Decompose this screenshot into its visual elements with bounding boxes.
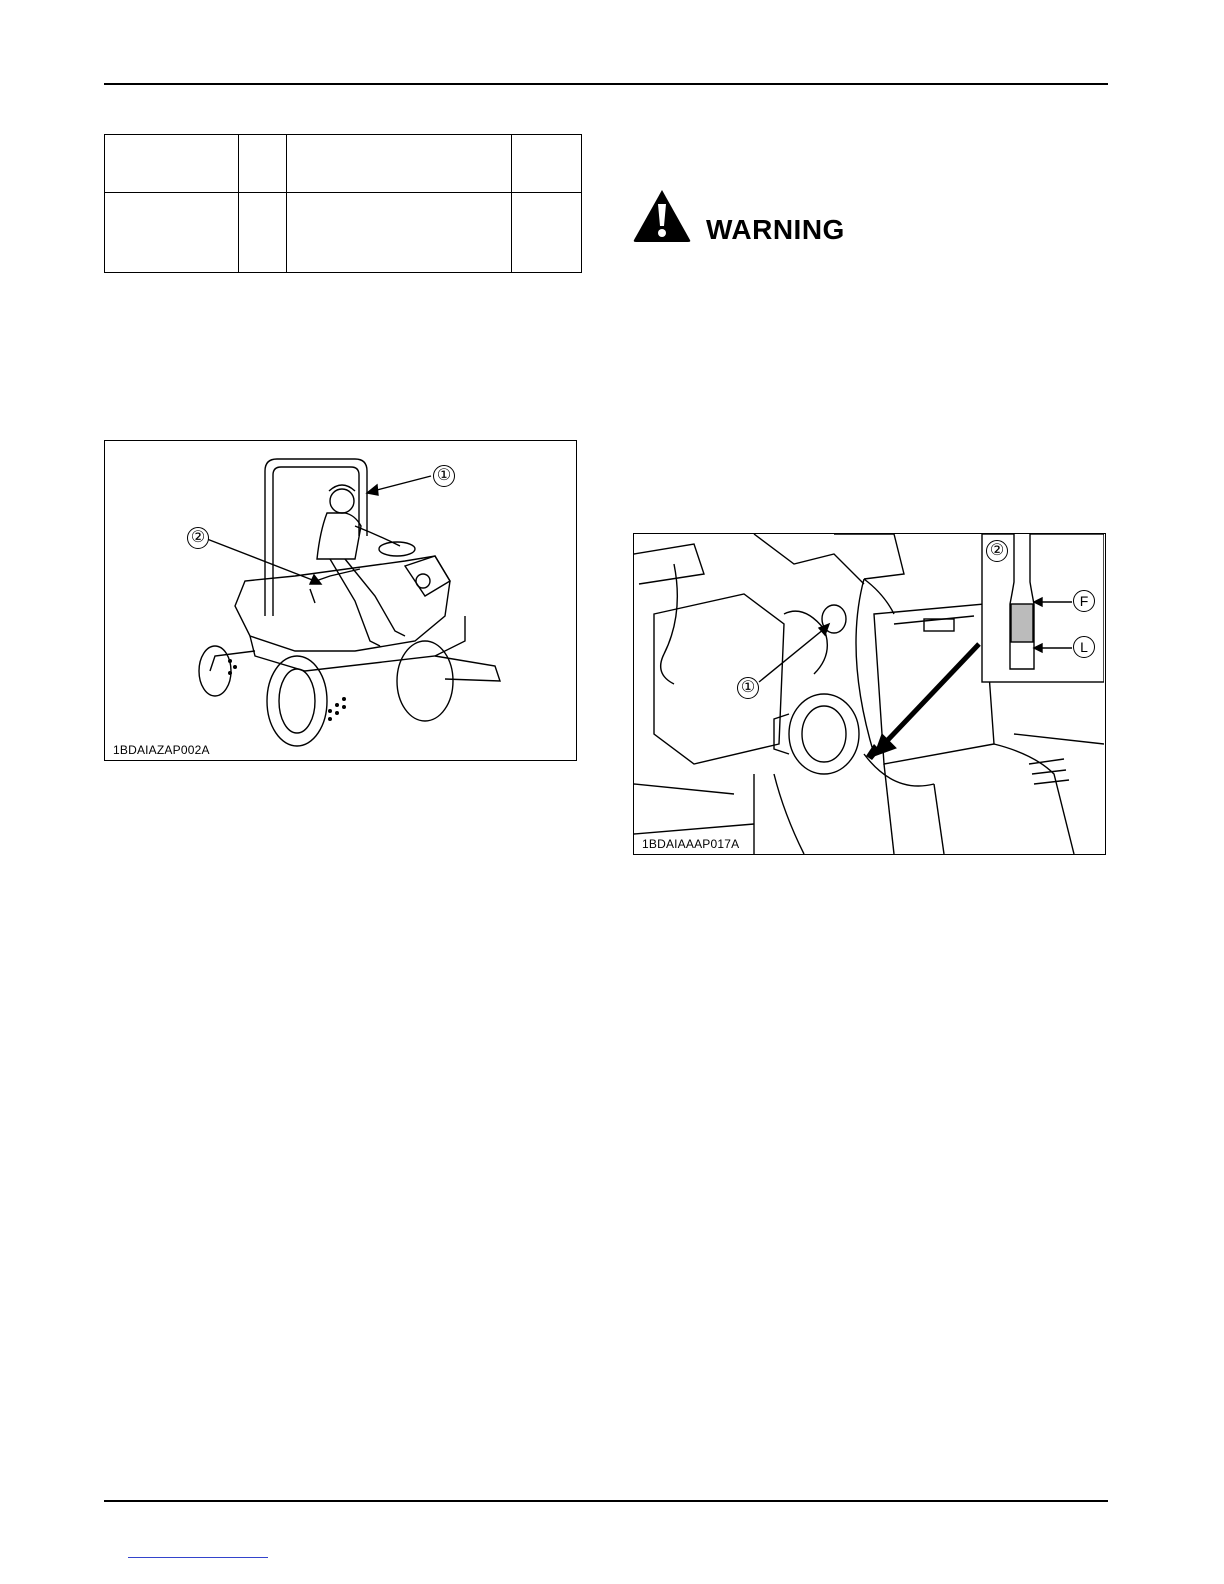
full-mark-label: F <box>1073 590 1095 612</box>
table-cell <box>239 193 287 273</box>
footer-link-underline[interactable] <box>128 1557 268 1558</box>
warning-triangle-icon <box>632 188 692 244</box>
figure-code: 1BDAIAAAP017A <box>642 837 740 851</box>
table-cell <box>239 135 287 193</box>
spec-table <box>104 134 582 273</box>
figure-code: 1BDAIAZAP002A <box>113 743 210 757</box>
callout-2: ② <box>187 527 209 549</box>
warning-label: WARNING <box>706 214 845 245</box>
table-cell <box>512 135 582 193</box>
warning-heading <box>632 188 862 244</box>
table-cell <box>287 135 512 193</box>
table-row <box>105 193 582 273</box>
table-cell <box>105 135 239 193</box>
low-mark-label: L <box>1073 636 1095 658</box>
engine-compartment-figure <box>633 533 1106 855</box>
engine-illustration <box>634 534 1104 854</box>
callout-1: ① <box>737 677 759 699</box>
table-cell <box>105 193 239 273</box>
table-cell <box>287 193 512 273</box>
table-cell <box>512 193 582 273</box>
header-rule <box>104 83 1108 85</box>
table-row <box>105 135 582 193</box>
footer-rule <box>104 1500 1108 1502</box>
callout-2: ② <box>986 540 1008 562</box>
callout-1: ① <box>433 465 455 487</box>
rops-seatbelt-figure <box>104 440 577 761</box>
mower-illustration <box>105 441 575 759</box>
